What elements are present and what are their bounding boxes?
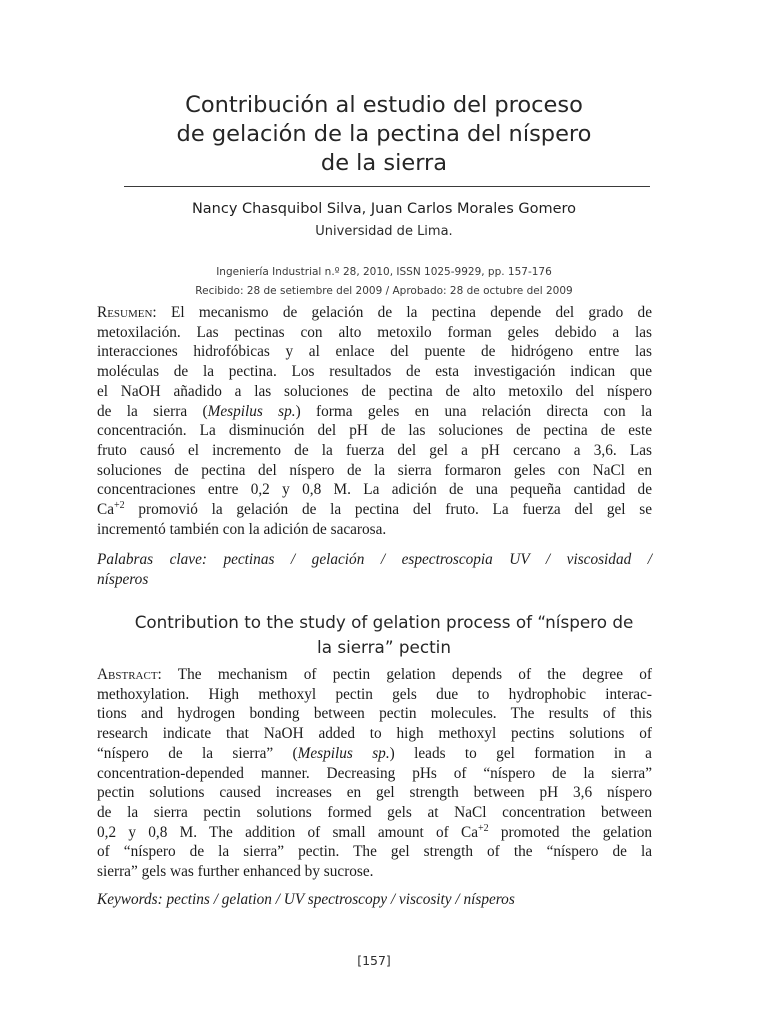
resumen-line: el NaOH añadido a las soluciones de pectina de alto metoxilo del níspero (97, 382, 652, 400)
abstract-line: 0,2 y 0,8 M. The addition of small amount of $Ca^{+2}$ promoted the gelation (97, 822, 653, 841)
resumen-label: Resumen: (97, 304, 157, 321)
resumen-line: $Ca^{+2}$ promovió la gelación de la pectina del fruto. La fuerza del gel se (97, 500, 652, 519)
palabras-line: Palabras clave: pectinas / gelación / espectroscopia UV / viscosidad / (97, 551, 652, 568)
title-rule (124, 186, 650, 187)
resumen-line: Resumen: El mecanismo de gelación de la pectina depende del grado de (97, 304, 652, 321)
english-title-line: la sierra” pectin (317, 637, 451, 657)
abstract-line: de la sierra pectin solutions formed gels at NaCl concentration between (97, 803, 652, 821)
title-line: Contribución al estudio del proceso (185, 92, 583, 118)
resumen-line: concentraciones entre 0,2 y 0,8 M. La adición de una pequeña cantidad de (97, 481, 652, 499)
resumen-line: de la sierra (Mespilus sp.) forma geles en una relación directa con la (97, 402, 652, 420)
superscript: +2 (478, 822, 489, 834)
resumen-line: fruto causó el incremento de la fuerza del gel a pH cercano a 3,6. Las (97, 441, 652, 459)
english-title (96, 610, 672, 660)
palabras-clave (97, 550, 652, 589)
publication-line: Ingeniería Industrial n.º 28, 2010, ISSN 1025-9929, pp. 157-176 (216, 266, 552, 278)
resumen-line: incrementó también con la adición de sacarosa. (97, 520, 387, 538)
resumen-line: concentración. La disminución del pH de las soluciones de pectina de este (97, 422, 652, 440)
species-name: Mespilus sp. (207, 402, 296, 420)
abstract-line: “níspero de la sierra” (Mespilus sp.) leads to gel formation in a (97, 744, 652, 762)
title-line: de gelación de la pectina del níspero (176, 121, 592, 147)
abstract-line: of “níspero de la sierra” pectin. The gel strength of the “níspero de la (97, 843, 652, 861)
authors: Nancy Chasquibol Silva, Juan Carlos Morales Gomero (191, 201, 577, 217)
abstract-line: methoxylation. High methoxyl pectin gels due to hydrophobic interac- (97, 685, 652, 703)
superscript: +2 (114, 500, 125, 512)
article-title (96, 91, 672, 178)
abstract-line: tions and hydrogen bonding between pectin molecules. The results of this (97, 705, 652, 723)
abstract-line: concentration-depended manner. Decreasing pHs of “níspero de la sierra” (97, 764, 652, 782)
abstract-line: pectin solutions caused increases en gel strength between pH 3,6 níspero (97, 784, 652, 802)
species-name: Mespilus sp. (297, 744, 390, 762)
publication-dates: Recibido: 28 de setiembre del 2009 / Aprobado: 28 de octubre del 2009 (195, 285, 573, 297)
resumen-paragraph (97, 303, 652, 539)
resumen-line: soluciones de pectina del níspero de la sierra formaron geles con NaCl en (97, 461, 652, 479)
page-number: [157] (357, 953, 391, 968)
abstract-paragraph (97, 665, 652, 882)
english-title-line: Contribution to the study of gelation process of “níspero de (134, 612, 634, 632)
publication-info (96, 263, 672, 301)
keywords (97, 890, 652, 910)
title-line: de la sierra (320, 150, 448, 176)
keywords-line: Keywords: pectins / gelation / UV spectroscopy / viscosity / nísperos (97, 891, 515, 908)
palabras-line: nísperos (97, 570, 149, 588)
abstract-line: research indicate that NaOH added to high methoxyl pectins solutions of (97, 725, 652, 743)
abstract-line: sierra” gels was further enhanced by sucrose. (97, 863, 374, 881)
abstract-label: Abstract: (97, 666, 162, 683)
affiliation: Universidad de Lima. (315, 224, 453, 239)
abstract-line: Abstract: The mechanism of pectin gelation depends of the degree of (97, 666, 652, 683)
resumen-line: moléculas de la pectina. Los resultados de esta investigación indican que (97, 363, 652, 381)
resumen-line: interacciones hidrofóbicas y al enlace del puente de hidrógeno entre las (97, 343, 652, 361)
resumen-line: metoxilación. Las pectinas con alto metoxilo forman geles debido a las (97, 323, 652, 341)
